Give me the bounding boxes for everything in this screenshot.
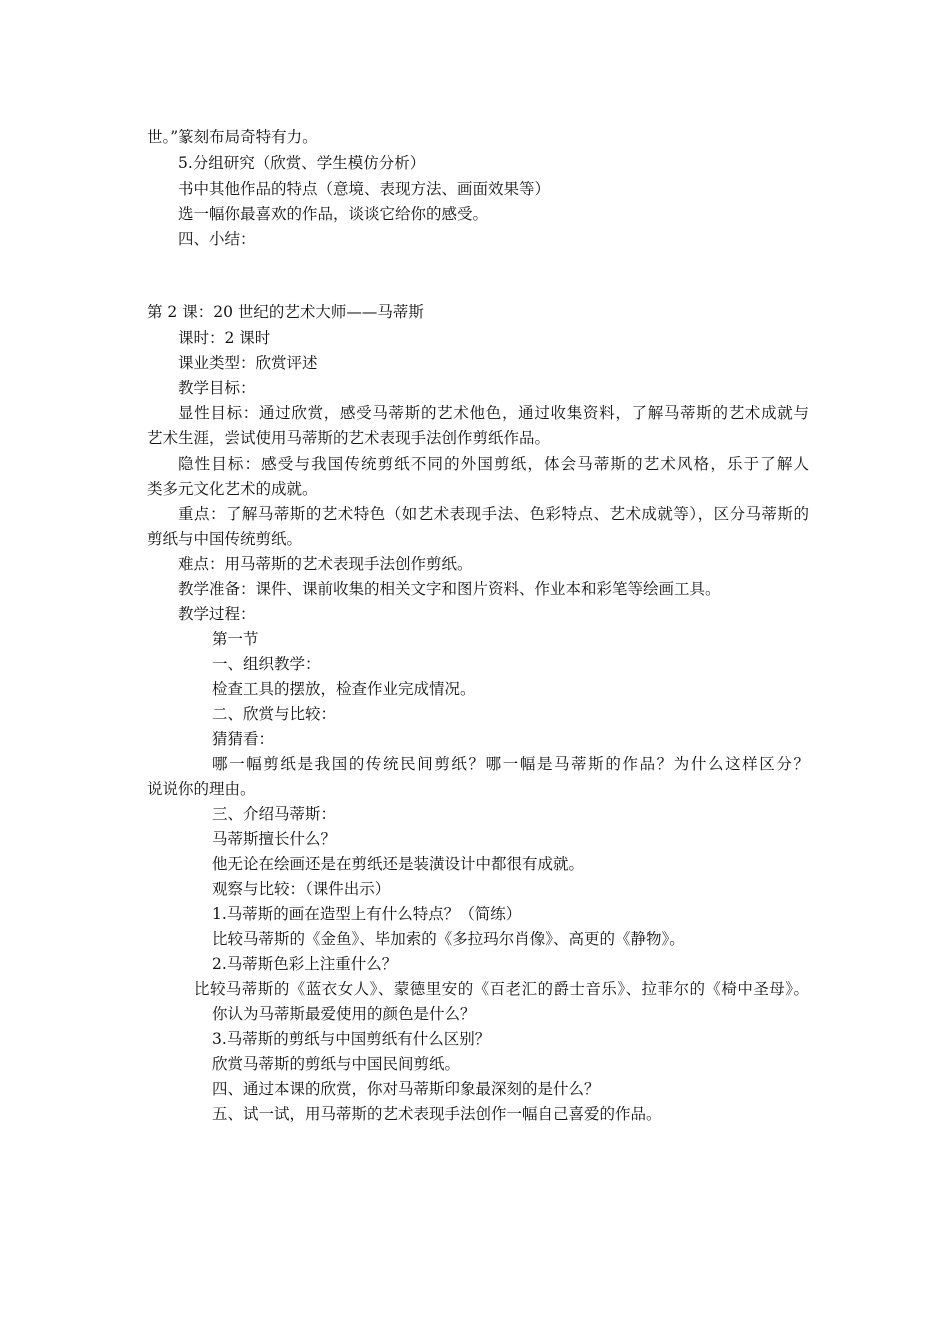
step-heading: 二、欣赏与比较： xyxy=(212,705,337,723)
text-line: 比较马蒂斯的《金鱼》、毕加索的《多拉玛尔肖像》、高更的《静物》。 xyxy=(212,930,685,948)
step-heading: 四、通过本课的欣赏，你对马蒂斯印象最深刻的是什么？ xyxy=(212,1080,600,1098)
lesson-type: 课业类型：欣赏评述 xyxy=(178,354,318,372)
text-line: 观察与比较：（课件出示） xyxy=(212,880,391,898)
step-heading: 一、组织教学： xyxy=(212,655,321,673)
text-line: 世。”篆刻布局奇特有力。 xyxy=(147,128,318,146)
text-line: 3.马蒂斯的剪纸与中国剪纸有什么区别？ xyxy=(212,1030,491,1048)
text-line: 书中其他作品的特点（意境、表现方法、画面效果等） xyxy=(178,180,551,198)
text-line: 选一幅你最喜欢的作品，谈谈它给你的感受。 xyxy=(178,205,489,223)
implicit-goal-line1: 隐性目标：感受与我国传统剪纸不同的外国剪纸，体会马蒂斯的艺术风格，乐于了解人 xyxy=(178,455,809,473)
text-line: 比较马蒂斯的《蓝衣女人》、蒙德里安的《百老汇的爵士音乐》、拉菲尔的《椅中圣母》。 xyxy=(194,980,809,998)
explicit-goal-line1: 显性目标：通过欣赏，感受马蒂斯的艺术他色，通过收集资料，了解马蒂斯的艺术成就与 xyxy=(178,404,809,422)
text-line: 马蒂斯擅长什么？ xyxy=(212,830,337,848)
key-point-line2: 剪纸与中国传统剪纸。 xyxy=(147,530,303,548)
implicit-goal-line2: 类多元文化艺术的成就。 xyxy=(147,480,318,498)
text-line: 你认为马蒂斯最爱使用的颜色是什么？ xyxy=(212,1005,476,1023)
lesson-title: 第 2 课：20 世纪的艺术大师——马蒂斯 xyxy=(147,303,424,321)
text-line: 他无论在绘画还是在剪纸还是装潢设计中都很有成就。 xyxy=(212,855,585,873)
difficulty: 难点：用马蒂斯的艺术表现手法创作剪纸。 xyxy=(178,555,473,573)
text-line: 1.马蒂斯的画在造型上有什么特点？（简练） xyxy=(212,905,522,923)
teaching-prep: 教学准备：课件、课前收集的相关文字和图片资料、作业本和彩笔等绘画工具。 xyxy=(178,580,721,598)
question-line2: 说说你的理由。 xyxy=(147,780,256,798)
explicit-goal-line2: 艺术生涯，尝试使用马蒂斯的艺术表现手法创作剪纸作品。 xyxy=(147,429,551,447)
step-heading: 三、介绍马蒂斯： xyxy=(212,805,337,823)
question-line1: 哪一幅剪纸是我国的传统民间剪纸？哪一幅是马蒂斯的作品？为什么这样区分？ xyxy=(212,755,809,773)
key-point-line1: 重点：了解马蒂斯的艺术特色（如艺术表现手法、色彩特点、艺术成就等），区分马蒂斯的 xyxy=(178,505,809,523)
text-line: 四、小结： xyxy=(178,230,256,248)
text-line: 2.马蒂斯色彩上注重什么？ xyxy=(212,955,398,973)
lesson-hours: 课时：2 课时 xyxy=(178,329,271,347)
text-line: 猜猜看： xyxy=(212,730,275,748)
text-line: 检查工具的摆放，检查作业完成情况。 xyxy=(212,680,476,698)
goal-heading: 教学目标： xyxy=(178,379,256,397)
step-heading: 五、试一试，用马蒂斯的艺术表现手法创作一幅自己喜爱的作品。 xyxy=(212,1105,662,1123)
teaching-process: 教学过程： xyxy=(178,605,256,623)
text-line: 欣赏马蒂斯的剪纸与中国民间剪纸。 xyxy=(212,1055,461,1073)
section-heading: 第一节 xyxy=(212,630,259,648)
text-line: 5.分组研究（欣赏、学生模仿分析） xyxy=(178,154,426,172)
